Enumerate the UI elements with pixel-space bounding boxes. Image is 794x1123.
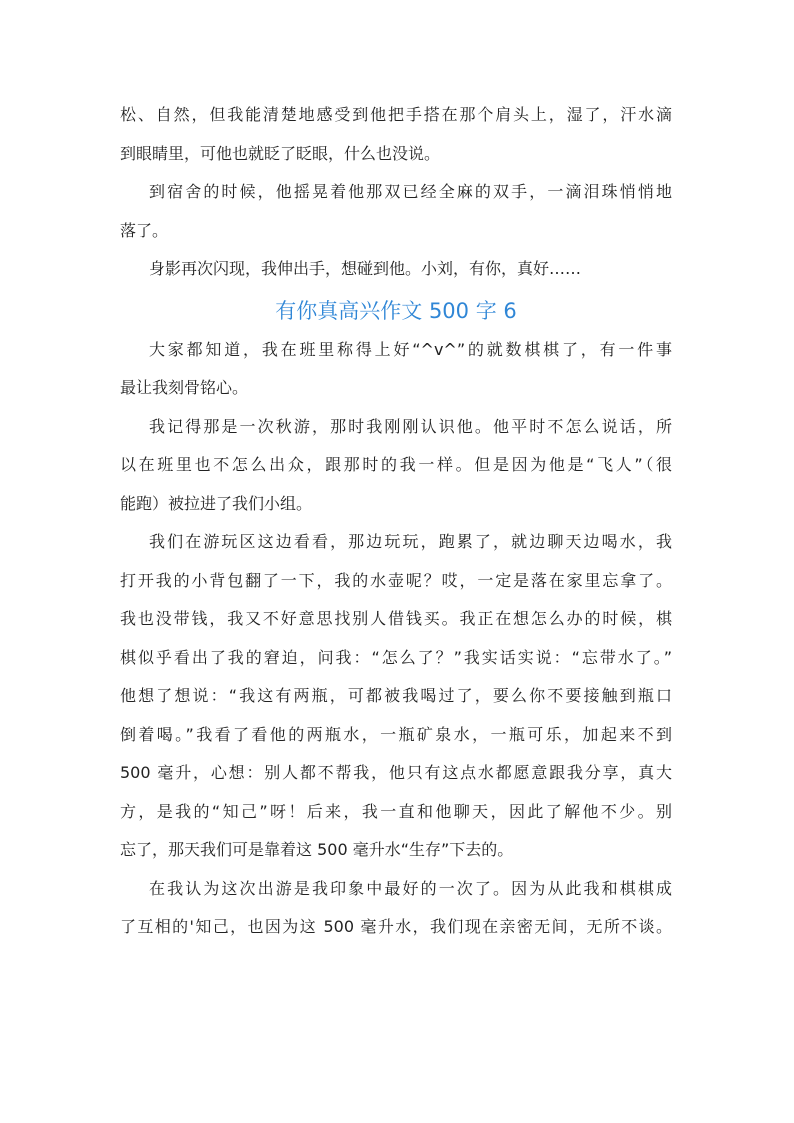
paragraph-line: 忘了，那天我们可是靠着这 500 毫升水“生存”下去的。 [120, 840, 514, 859]
paragraph-line: 了互相的'知己，也因为这 500 毫升水，我们现在亲密无间，无所不谈。 [120, 917, 672, 936]
section-heading: 有你真高兴作文 500 字 6 [275, 298, 517, 323]
paragraph-line: 我们在游玩区这边看看，那边玩玩，跑累了，就边聊天边喝水，我 [149, 532, 672, 551]
paragraph-line: 松、自然，但我能清楚地感受到他把手搭在那个肩头上，湿了，汗水滴 [120, 105, 672, 124]
document-page [120, 96, 672, 947]
paragraph-line: 大家都知道，我在班里称得上好“^v^”的就数棋棋了，有一件事 [149, 339, 672, 359]
paragraph-line: 在我认为这次出游是我印象中最好的一次了。因为从此我和棋棋成 [149, 878, 672, 898]
paragraph-line: 最让我刻骨铭心。 [120, 378, 249, 397]
paragraph-line: 棋似乎看出了我的窘迫，问我：“怎么了？”我实话实说：“忘带水了。” [120, 647, 672, 667]
paragraph-line: 他想了想说：“我这有两瓶，可都被我喝过了，要么你不要接触到瓶口 [120, 686, 672, 705]
paragraph-line: 倒着喝。”我看了看他的两瓶水，一瓶矿泉水，一瓶可乐，加起来不到 [120, 724, 672, 744]
paragraph-line: 到宿舍的时候，他摇晃着他那双已经全麻的双手，一滴泪珠悄悄地 [149, 182, 672, 201]
paragraph-line: 500 毫升，心想：别人都不帮我，他只有这点水都愿意跟我分享，真大 [120, 763, 672, 782]
paragraph-line: 以在班里也不怎么出众，跟那时的我一样。但是因为他是“飞人”（很 [120, 455, 672, 474]
paragraph-line: 落了。 [120, 220, 169, 240]
paragraph-line: 到眼睛里，可他也就眨了眨眼，什么也没说。 [120, 143, 441, 163]
paragraph-line: 打开我的小背包翻了一下，我的水壶呢？哎，一定是落在家里忘拿了。 [120, 570, 672, 590]
paragraph-line: 我记得那是一次秋游，那时我刚刚认识他。他平时不怎么说话，所 [149, 416, 672, 436]
paragraph-line: 能跑）被拉进了我们小组。 [120, 493, 313, 513]
paragraph-line: 我也没带钱，我又不好意思找别人借钱买。我正在想怎么办的时候，棋 [120, 609, 672, 628]
paragraph-line: 身影再次闪现，我伸出手，想碰到他。小刘，有你，真好…… [149, 259, 582, 278]
paragraph-line: 方，是我的“知己”呀！后来，我一直和他聊天，因此了解他不少。别 [120, 801, 672, 821]
